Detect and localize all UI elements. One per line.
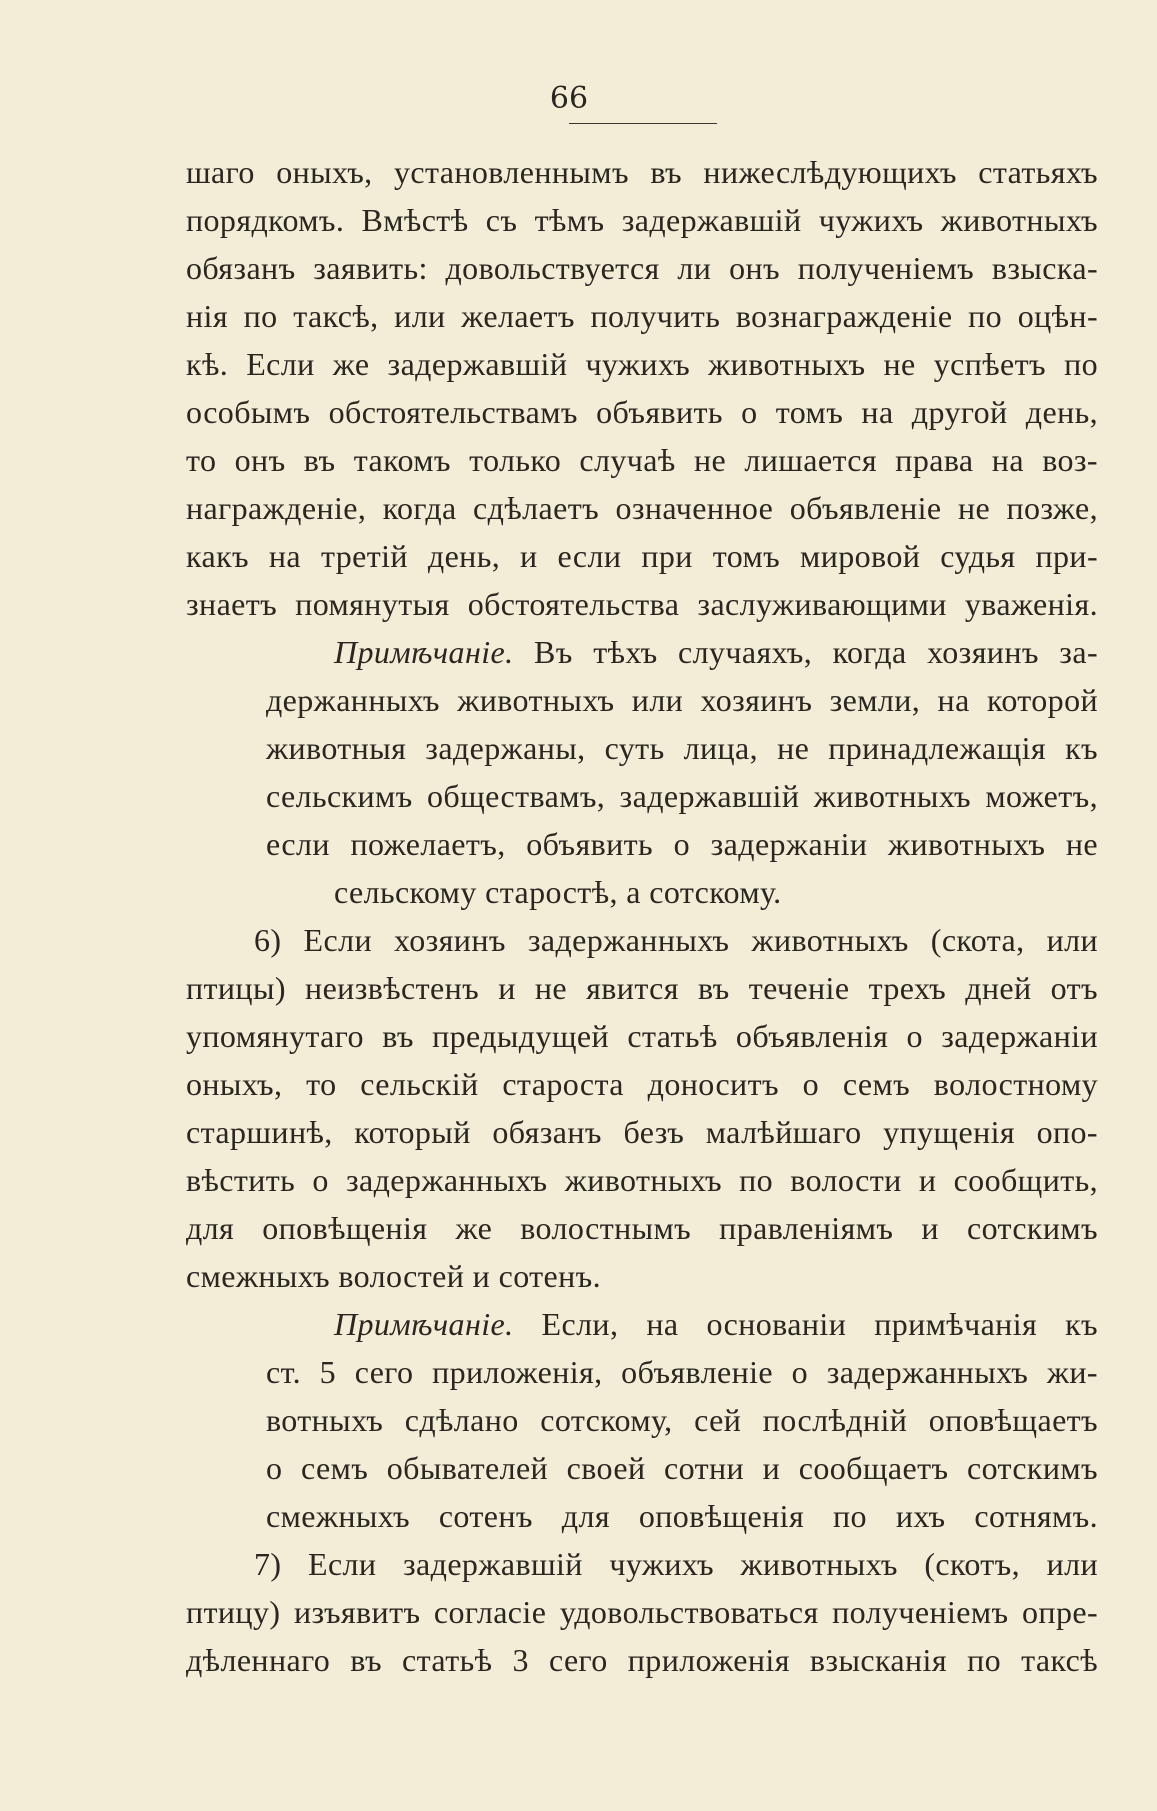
note-line: животныя задержаны, суть лица, не принадлежащія къ [266, 730, 1098, 766]
note-label: Примѣчаніе. [334, 1306, 514, 1342]
note-first-line [266, 628, 1098, 676]
text-line: обязанъ заявить: довольствуется ли онъ полученіемъ взыска- [186, 250, 1098, 286]
paragraph-6-line: 6) Если хозяинъ задержанныхъ животныхъ (скота, или [254, 922, 1098, 958]
text-line: нія по таксѣ, или желаетъ получить вознагражденіе по оцѣн- [186, 298, 1098, 334]
paragraph-6-line: для оповѣщенія же волостнымъ правленіямъ и сотскимъ [186, 1210, 1098, 1246]
paragraph-6-line: оныхъ, то сельскій староста доноситъ о семъ волостному [186, 1066, 1098, 1102]
paragraph-6-line: смежныхъ волостей и сотенъ. [186, 1258, 602, 1294]
paragraph-6-line: старшинѣ, который обязанъ безъ малѣйшаго упущенія опо- [186, 1114, 1098, 1150]
text-line: какъ на третій день, и если при томъ мировой судья при- [186, 538, 1098, 574]
note-line: держанныхъ животныхъ или хозяинъ земли, на которой [266, 682, 1098, 718]
paragraph-6-line: вѣстить о задержанныхъ животныхъ по волости и сообщить, [186, 1162, 1098, 1198]
note-1 [266, 628, 1098, 916]
text-line: кѣ. Если же задержавшій чужихъ животныхъ не успѣетъ по [186, 346, 1098, 382]
paragraph-7-line: 7) Если задержавшій чужихъ животныхъ (скотъ, или [254, 1546, 1098, 1582]
header-rule [569, 123, 717, 124]
paragraph-7-line: дѣленнаго въ статьѣ 3 сего приложенія взысканія по таксѣ [186, 1642, 1098, 1678]
note-text: Въ тѣхъ случаяхъ, когда хозяинъ за- [534, 634, 1099, 670]
text-line: знаетъ помянутыя обстоятельства заслуживающими уваженія. [186, 586, 1098, 622]
note-line: сельскимъ обществамъ, задержавшій животныхъ можетъ, [266, 778, 1098, 814]
paragraph-6-line: упомянутаго въ предыдущей статьѣ объявленія о задержаніи [186, 1018, 1098, 1054]
page-number: 66 [549, 81, 589, 116]
note-line: ст. 5 сего приложенія, объявленіе о задержанныхъ жи- [266, 1354, 1098, 1390]
note-text: Если, на основаніи примѣчанія къ [541, 1306, 1098, 1342]
note-line: если пожелаетъ, объявить о задержаніи животныхъ не [266, 826, 1098, 862]
text-line: награжденіе, когда сдѣлаетъ означенное объявленіе не позже, [186, 490, 1098, 526]
paragraph-6-line: птицы) неизвѣстенъ и не явится въ теченіе трехъ дней отъ [186, 970, 1098, 1006]
text-line: особымъ обстоятельствамъ объявить о томъ на другой день, [186, 394, 1098, 430]
text-line: шаго оныхъ, установленнымъ въ нижеслѣдующихъ статьяхъ [186, 154, 1098, 190]
note-label: Примѣчаніе. [334, 634, 514, 670]
text-line: порядкомъ. Вмѣстѣ съ тѣмъ задержавшій чужихъ животныхъ [186, 202, 1098, 238]
note-line: о семъ обывателей своей сотни и сообщаетъ сотскимъ [266, 1450, 1098, 1486]
paragraph-7-line: птицу) изъявитъ согласіе удовольствоваться полученіемъ опре- [186, 1594, 1098, 1630]
note-line: сельскому старостѣ, а сотскому. [334, 874, 782, 910]
note-2 [266, 1300, 1098, 1540]
note-line: вотныхъ сдѣлано сотскому, сей послѣдній оповѣщаетъ [266, 1402, 1098, 1438]
body-text [186, 148, 1098, 1684]
text-line: то онъ въ такомъ только случаѣ не лишается права на воз- [186, 442, 1098, 478]
note-first-line [266, 1300, 1098, 1348]
note-line: смежныхъ сотенъ для оповѣщенія по ихъ сотнямъ. [266, 1498, 1098, 1534]
